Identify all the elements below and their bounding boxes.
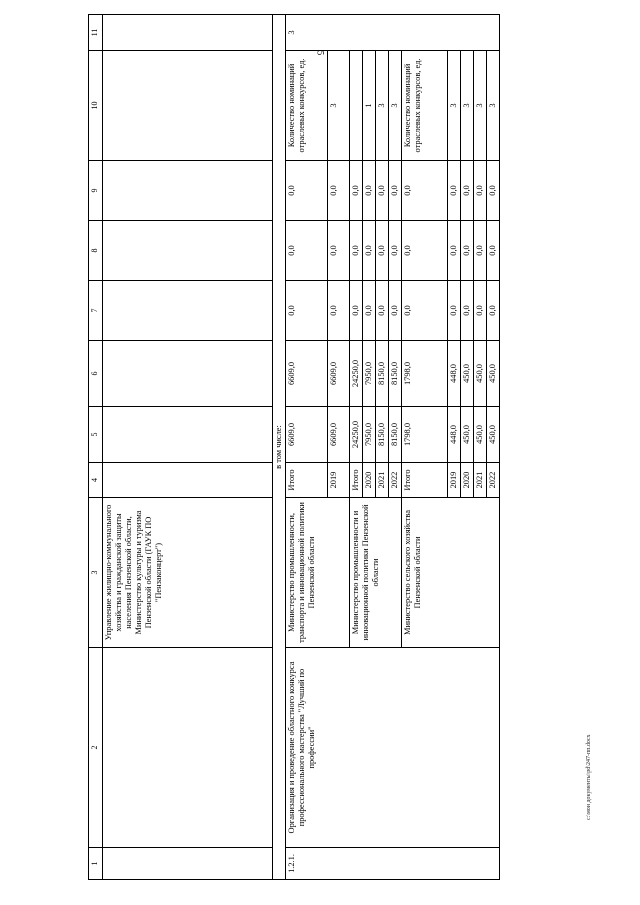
executor-1: Министерство промышленности, транспорта и инновационной политики Пензенской области xyxy=(286,498,350,648)
executor-3: Министерство сельского хозяйства Пензенской области xyxy=(402,498,500,648)
table-row: 2019 6609,0 6609,0 0,0 0,0 0,0 3 xyxy=(328,15,350,880)
col-header-6: 6 xyxy=(89,341,103,407)
rotated-table-container xyxy=(88,15,578,880)
table-row: 2019 448,0 448,0 0,0 0,0 0,0 3 xyxy=(448,15,461,880)
table-row: 1.2.1. Организация и проведение областного конкурса профессионального мастерства "Лучший по профессии" Министерство промышленности, транспорта и инновационной политики Пензенской области Итого 6609,0 6609,0 0,0 0,0 0,0 Количество номинаций отраслевых конкурсов, ед. 3 xyxy=(286,15,328,880)
col-header-11: 11 xyxy=(89,15,103,51)
table-row: 2022 450,0 450,0 0,0 0,0 0,0 3 xyxy=(487,15,500,880)
col-header-7: 7 xyxy=(89,281,103,341)
col-header-9: 9 xyxy=(89,161,103,221)
col-header-1: 1 xyxy=(89,848,103,880)
including-row xyxy=(273,15,286,880)
upper-executor: Управление жилищно-коммунального хозяйства и гражданской защиты населения Пензенской области, Министерство культуры и туризма Пензенской области (ГАУК ПО "Пензаконцерт") xyxy=(103,498,273,648)
col-header-10: 10 xyxy=(89,51,103,161)
table-row: 2020 7950,0 7950,0 0,0 0,0 0,0 1 xyxy=(363,15,376,880)
column-number-row xyxy=(89,15,103,880)
file-path-footer: c:\мои документы\pd\247-пп.docx xyxy=(586,734,592,820)
col-header-4: 4 xyxy=(89,463,103,498)
program-table xyxy=(88,14,500,880)
table-row: 2021 8150,0 8150,0 0,0 0,0 0,0 3 xyxy=(376,15,389,880)
table-row: 2021 450,0 450,0 0,0 0,0 0,0 3 xyxy=(474,15,487,880)
table-row: 2022 8150,0 8150,0 0,0 0,0 0,0 3 xyxy=(389,15,402,880)
indicator-1: Количество номинаций отраслевых конкурсов, ед. xyxy=(286,51,328,161)
col-header-5: 5 xyxy=(89,407,103,463)
item-col11: 3 xyxy=(286,15,500,51)
including-label: в том числе: xyxy=(273,15,286,880)
table-row: 2020 450,0 450,0 0,0 0,0 0,0 3 xyxy=(461,15,474,880)
col-header-3: 3 xyxy=(89,498,103,648)
page-number: 5 xyxy=(315,50,325,56)
upper-continuation-row xyxy=(103,15,273,880)
indicator-3: Количество номинаций отраслевых конкурсов, ед. xyxy=(402,51,448,161)
item-title: Организация и проведение областного конкурса профессионального мастерства "Лучший по профессии" xyxy=(286,648,500,848)
executor-2: Министерство промышленности и инновационной политики Пензенской области xyxy=(350,498,402,648)
col-header-2: 2 xyxy=(89,648,103,848)
item-code: 1.2.1. xyxy=(286,848,500,880)
col-header-8: 8 xyxy=(89,221,103,281)
table-row: Министерство сельского хозяйства Пензенской области Итого 1798,0 1798,0 0,0 0,0 0,0 Количество номинаций отраслевых конкурсов, ед. xyxy=(402,15,448,880)
table-row: Министерство промышленности и инновационной политики Пензенской области Итого 24250,0 24250,0 0,0 0,0 0,0 xyxy=(350,15,363,880)
